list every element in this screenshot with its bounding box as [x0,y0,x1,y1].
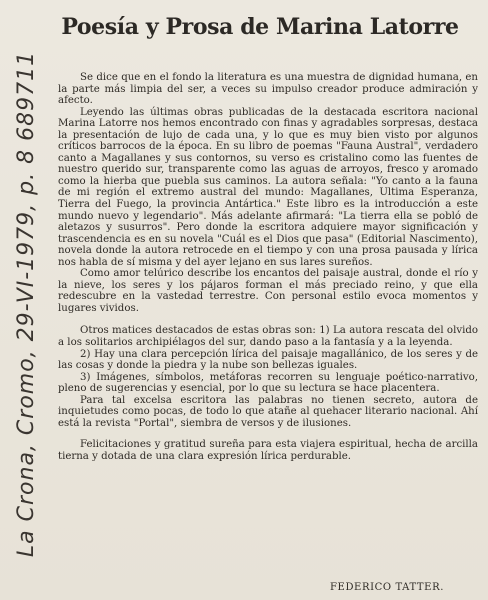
paragraph-landscape: Como amor telúrico describe los encantos del paisaje austral, donde el río y la nieve, los seres y los pájaros forman el más preciado reino, y que ella redescubre en la vastedad terrestre. Con personal estilo evoca momentos y lugares vividos. [58,268,478,314]
handwritten-annotation: La Crona, Cromo, 29-VI-1979, p. 8 689711 [14,50,39,558]
paragraph-closing: Felicitaciones y gratitud sureña para esta viajera espiritual, hecha de arcilla tierna y dotada de una clara expresión lírica perdurable. [58,439,478,462]
paragraph-intro: Se dice que en el fondo la literatura es una muestra de dignidad humana, en la parte más limpia del ser, a veces su impulso creador produce admiración y afecto. [58,72,478,107]
paragraph-portal: Para tal excelsa escritora las palabras no tienen secreto, autora de inquietudes como pocas, de todo lo que atañe al quehacer literario nacional. Ahí está la revista "Portal", siembra de versos y de ilusiones. [58,394,478,429]
paragraph-point-3: 3) Imágenes, símbolos, metáforas recorren su lenguaje poético-narrativo, pleno de sugerencias y esencial, por lo que su lectura se hace placentera. [58,371,478,395]
author-signature: FEDERICO TATTER. [330,582,444,593]
paragraph-works: Leyendo las últimas obras publicadas de la destacada escritora nacional Marina Latorre nos hemos encontrado con finas y agradables sorpresas, destaca la presentación de lujo de cada una, y lo que es muy bien visto por algunos críticos barrocos de la época. En su libro de poemas "Fauna Austral", verdadero canto a Magallanes y sus contornos, su verso es cristalino como las fuentes de nuestro querido sur, transparente como las aguas de arroyos, fresco y aromado como la hierba que puebla sus caminos. La autora señala: "Yo canto a la fauna de mi región el extremo austral del mundo: Magallanes, Ultima Esperanza, Tierra del Fuego, la provincia Antártica." Este libro es la introducción a este mundo nuevo y legendario". Más adelante afirmará: "La tierra ella se pobló de aletazos y susurros". Pero donde la escritora adquiere mayor significación y trascendencia es en su novela "Cuál es el Dios que pasa" (Editorial Nascimento), novela donde la autora retrocede en el tiempo y con una prosa pausada y lírica nos habla de sí misma y del ayer lejano en sus lares sureños. [58,106,478,268]
paragraph-matices: Otros matices destacados de estas obras son: 1) La autora rescata del olvido a los solitarios archipiélagos del sur, dando paso a la fantasía y a la leyenda. [58,325,478,349]
article-body [58,72,478,463]
paragraph-point-2: 2) Hay una clara percepción lírica del paisaje magallánico, de los seres y de las cosas y donde la piedra y la nube son bellezas iguales. [58,348,478,372]
article-title: Poesía y Prosa de Marina Latorre [61,14,459,40]
